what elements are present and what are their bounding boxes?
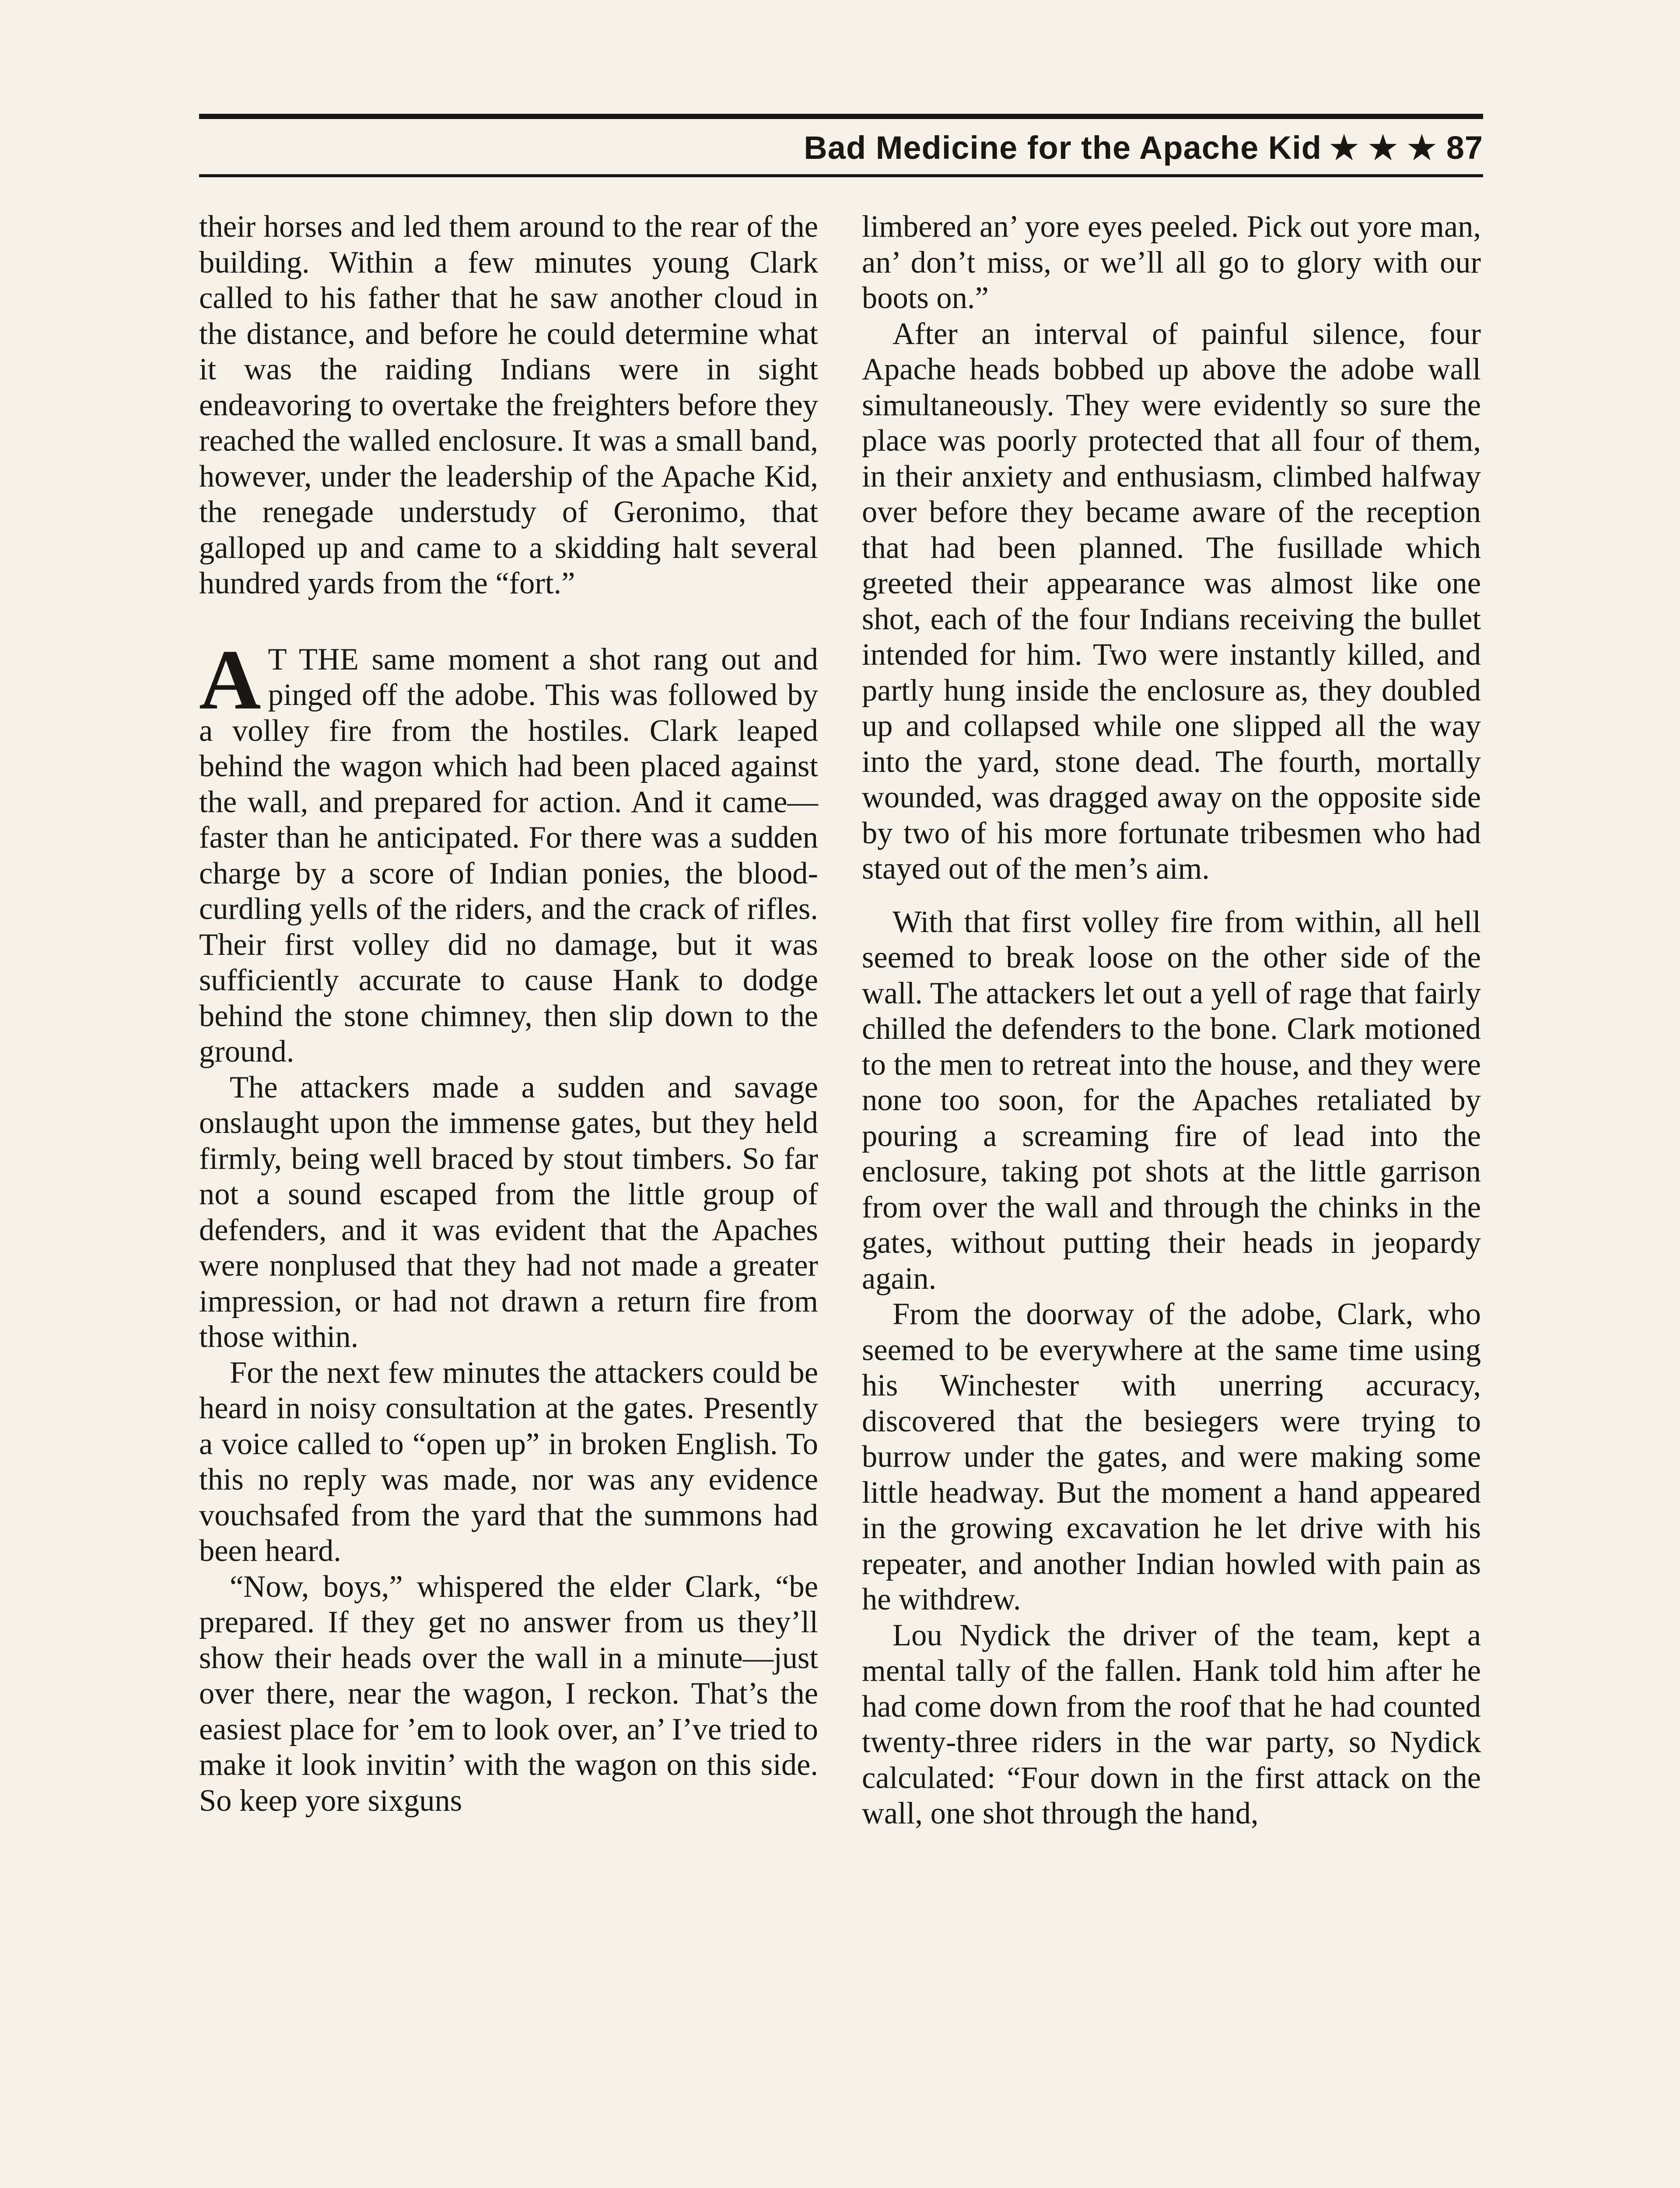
paragraph: Lou Nydick the driver of the team, kept a mental tally of the fallen. Hank told him after he had come down from the roof that he had counted twenty-three riders in the war party, so Nydick calculated: “Four down in the first attack on the wall, one shot through the hand,: [862, 1618, 1481, 1830]
right-column: [862, 209, 1481, 1832]
drop-cap-letter: A: [199, 632, 261, 727]
running-head-title: Bad Medicine for the Apache Kid: [804, 130, 1322, 166]
rating-stars-icon: ★ ★ ★: [1329, 130, 1437, 166]
paragraph: From the doorway of the adobe, Clark, who seemed to be everywhere at the same time using his Winchester with unerring accuracy, discovered that the besiegers were trying to burrow under the gates, and were making some little headway. But the moment a hand appeared in the growing excavation he let drive with his repeater, and another Indian howled with pain as he withdrew.: [862, 1297, 1481, 1616]
running-head: [199, 126, 1483, 170]
paragraph: their horses and led them around to the rear of the building. Within a few minutes young Clark called to his father that he saw another cloud in the distance, and before he could determine what it was the raiding Indians were in sight endeavoring to overtake the freighters before they reached the walled enclosure. It was a small band, however, under the leadership of the Apache Kid, the renegade understudy of Geronimo, that galloped up and came to a skidding halt several hundred yards from the “fort.”: [199, 210, 818, 600]
left-column: [199, 209, 818, 1819]
page-number: 87: [1446, 130, 1483, 166]
paragraph: The attackers made a sudden and savage onslaught upon the immense gates, but they held firmly, being well braced by stout timbers. So far not a sound escaped from the little group of defenders, and it was evident that the Apaches were nonplused that they had not made a greater impression, or had not drawn a return fire from those within.: [199, 1070, 818, 1354]
paragraph: After an interval of painful silence, four Apache heads bobbed up above the adobe wall simultaneously. They were evidently so sure the place was poorly protected that all four of them, in their anxiety and enthusiasm, climbed halfway over before they became aware of the reception that had been planned. The fusillade which greeted their appearance was almost like one shot, each of the four Indians receiving the bullet intended for him. Two were instantly killed, and partly hung inside the enclosure as, they doubled up and collapsed while one slipped all the way into the yard, stone dead. The fourth, mortally wounded, was dragged away on the opposite side by two of his more fortunate tribesmen who had stayed out of the men’s aim.: [862, 316, 1481, 886]
paragraph: For the next few minutes the attackers could be heard in noisy consultation at the gates. Presently a voice called to “open up” in broken English. To this no reply was made, nor was any evidence vouchsafed from the yard that the summons had been heard.: [199, 1355, 818, 1568]
dropcap-paragraph: [199, 632, 818, 1070]
paragraph: “Now, boys,” whispered the elder Clark, “be prepared. If they get no answer from us they’ll show their heads over the wall in a minute—just over there, near the wagon, I reckon. That’s the easiest place for ’em to look over, an’ I’ve tried to make it look invitin’ with the wagon on this side. So keep yore sixguns: [199, 1569, 818, 1818]
header-rule-bottom: [199, 174, 1483, 177]
paragraph: limbered an’ yore eyes peeled. Pick out yore man, an’ don’t miss, or we’ll all go to glory with our boots on.”: [862, 210, 1481, 315]
header-rule-top: [199, 114, 1483, 119]
paragraph: With that first volley fire from within, all hell seemed to break loose on the other side of the wall. The attackers let out a yell of rage that fairly chilled the defenders to the bone. Clark motioned to the men to retreat into the house, and they were none too soon, for the Apaches retaliated by pouring a screaming fire of lead into the enclosure, taking pot shots at the little garrison from over the wall and through the chinks in the gates, without putting their heads in jeopardy again.: [862, 905, 1481, 1296]
paragraph-text: T THE same moment a shot rang out and pinged off the adobe. This was followed by a volley fire from the hostiles. Clark leaped behind the wagon which had been placed against the wall, and prepared for action. And it came—faster than he anticipated. For there was a sudden charge by a score of Indian ponies, the blood-curdling yells of the riders, and the crack of rifles. Their first volley did no damage, but it was sufficiently accurate to cause Hank to dodge behind the stone chimney, then slip down to the ground.: [199, 642, 818, 1069]
